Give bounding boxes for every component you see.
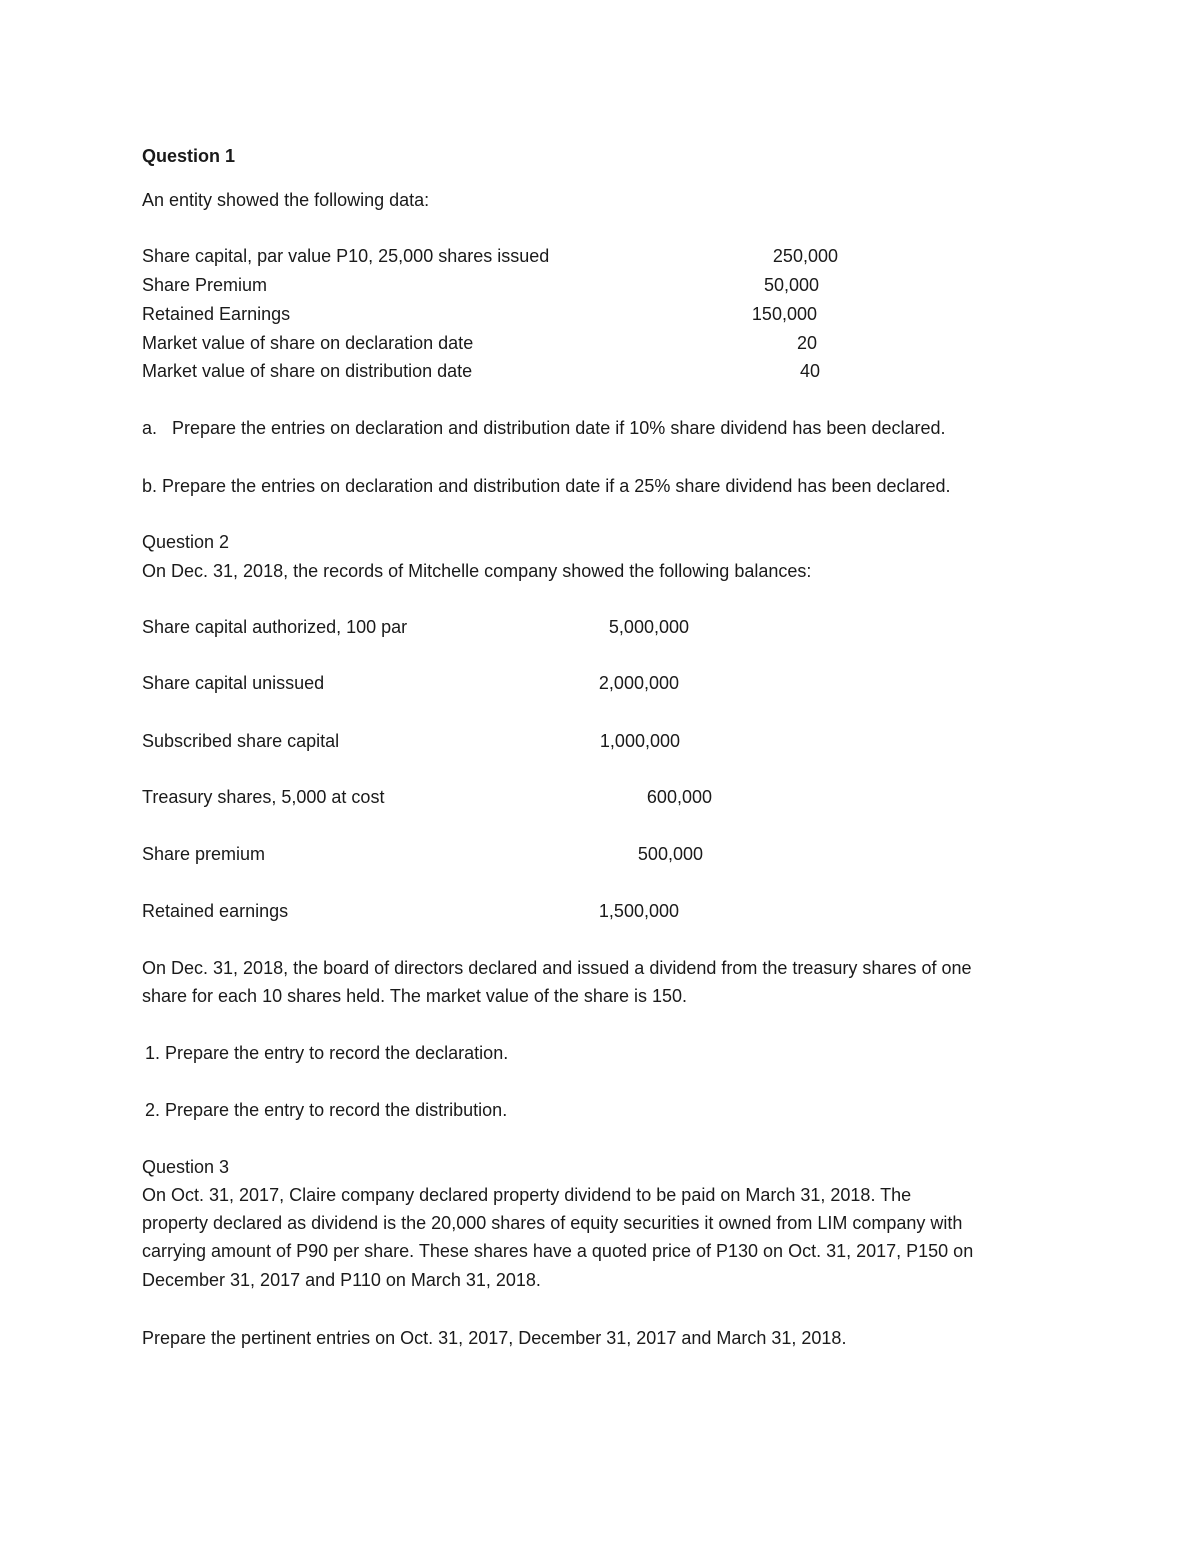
q1-row-label: Share capital, par value P10, 25,000 shares issued xyxy=(142,246,550,266)
question-1-intro: An entity showed the following data: xyxy=(142,190,430,210)
q3-paragraph-line: carrying amount of P90 per share. These shares have a quoted price of P130 on Oct. 31, 2017, P150 on xyxy=(142,1241,974,1261)
q2-row-label: Retained earnings xyxy=(142,901,289,921)
q2-row-value: 2,000,000 xyxy=(598,673,679,693)
q2-row-label: Subscribed share capital xyxy=(142,731,340,751)
q2-row-value: 500,000 xyxy=(637,844,703,864)
q1-row-value: 150,000 xyxy=(751,304,817,324)
q1-row-value: 50,000 xyxy=(763,275,819,295)
q1-row-value: 20 xyxy=(796,333,817,353)
q2-row-value: 600,000 xyxy=(646,787,712,807)
question-1-title: Question 1 xyxy=(142,146,236,166)
q1-row-value: 250,000 xyxy=(772,246,838,266)
q2-item-2: 2. Prepare the entry to record the distribution. xyxy=(145,1100,508,1120)
q2-row-label: Share capital authorized, 100 par xyxy=(142,617,408,637)
q1-row-label: Retained Earnings xyxy=(142,304,291,324)
q3-instruction: Prepare the pertinent entries on Oct. 31, 2017, December 31, 2017 and March 31, 2018. xyxy=(142,1328,847,1348)
q3-paragraph-line: property declared as dividend is the 20,000 shares of equity securities it owned from LIM company with xyxy=(142,1213,963,1233)
q1-item-a-marker: a. xyxy=(142,418,158,438)
q1-item-b: b. Prepare the entries on declaration and distribution date if a 25% share dividend has been declared. xyxy=(142,476,951,496)
q3-paragraph-line: On Oct. 31, 2017, Claire company declared property dividend to be paid on March 31, 2018. The xyxy=(142,1185,912,1205)
question-3-title: Question 3 xyxy=(142,1157,230,1177)
q1-row-label: Market value of share on declaration date xyxy=(142,333,474,353)
q1-row-label: Market value of share on distribution date xyxy=(142,361,473,381)
q3-paragraph-line: December 31, 2017 and P110 on March 31, 2018. xyxy=(142,1270,541,1290)
question-2-intro: On Dec. 31, 2018, the records of Mitchelle company showed the following balances: xyxy=(142,561,812,581)
q2-item-1: 1. Prepare the entry to record the declaration. xyxy=(145,1043,509,1063)
q2-row-label: Share premium xyxy=(142,844,266,864)
q2-row-label: Treasury shares, 5,000 at cost xyxy=(142,787,385,807)
q2-row-label: Share capital unissued xyxy=(142,673,325,693)
q1-row-label: Share Premium xyxy=(142,275,268,295)
q2-paragraph-line: share for each 10 shares held. The market value of the share is 150. xyxy=(142,986,687,1006)
q2-row-value: 5,000,000 xyxy=(608,617,689,637)
q2-row-value: 1,000,000 xyxy=(599,731,680,751)
q1-row-value: 40 xyxy=(799,361,820,381)
question-2-title: Question 2 xyxy=(142,532,230,552)
q2-paragraph-line: On Dec. 31, 2018, the board of directors declared and issued a dividend from the treasury shares of one xyxy=(142,958,972,978)
q1-item-a: Prepare the entries on declaration and distribution date if 10% share dividend has been declared. xyxy=(172,418,946,438)
q2-row-value: 1,500,000 xyxy=(598,901,679,921)
